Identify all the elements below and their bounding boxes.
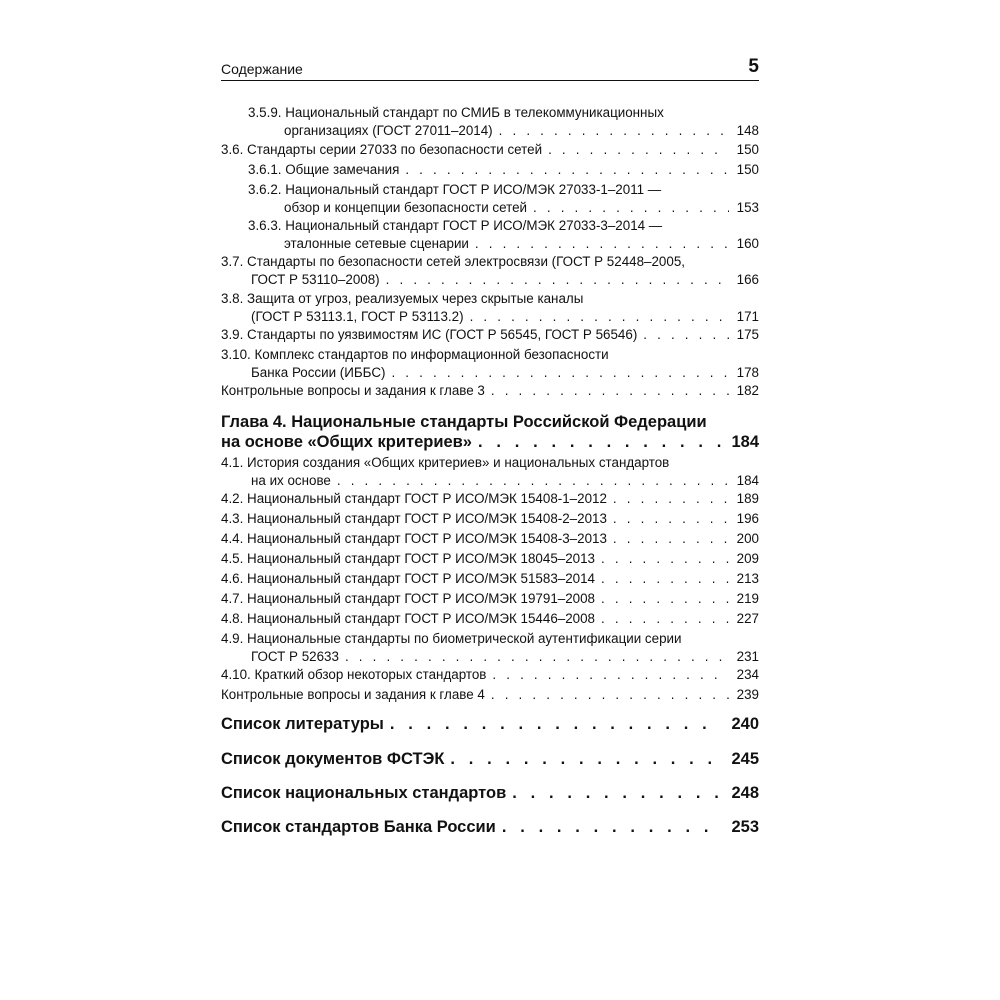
toc-bibliography[interactable] [221, 714, 759, 734]
toc-page-ref: 148 [736, 123, 759, 138]
toc-entry-title: Контрольные вопросы и задания к главе 3 [221, 383, 485, 398]
toc-entry-4-6[interactable] [221, 570, 759, 588]
toc-page-ref: 189 [736, 491, 759, 506]
toc-entry-3-5-9[interactable] [221, 104, 759, 140]
toc-entry-3-6-2[interactable] [221, 181, 759, 217]
toc-page-ref: 153 [736, 200, 759, 215]
toc-page-ref: 184 [731, 433, 759, 451]
toc-entry-4-3[interactable] [221, 510, 759, 528]
toc-page-ref: 171 [736, 309, 759, 324]
toc-entry-title: 3.9. Стандарты по уязвимостям ИС (ГОСТ Р 56545, ГОСТ Р 56546) [221, 327, 638, 342]
toc-entry-title-cont: эталонные сетевые сценарии [284, 236, 469, 251]
leader-dots [601, 570, 729, 588]
toc-entry-title-cont: обзор и концепции безопасности сетей [284, 200, 528, 215]
toc-entry-title: 3.8. Защита от угроз, реализуемых через скрытые каналы [221, 291, 584, 306]
toc-entry-title: 4.9. Национальные стандарты по биометрической аутентификации серии [221, 631, 682, 646]
toc-page-ref: 227 [736, 611, 759, 626]
toc-entry-title: Контрольные вопросы и задания к главе 4 [221, 687, 485, 702]
toc-entry-title-cont: ГОСТ Р 52633 [251, 649, 339, 664]
toc-entry-title-cont: на их основе [251, 473, 331, 488]
toc-chapter-title-cont: на основе «Общих критериев» [221, 433, 472, 451]
toc-page-ref: 234 [736, 667, 759, 682]
toc-entry-4-5[interactable] [221, 550, 759, 568]
toc-page-ref: 160 [736, 236, 759, 251]
toc-entry-title: 4.3. Национальный стандарт ГОСТ Р ИСО/МЭК 15408-2–2013 [221, 511, 607, 526]
leader-dots [386, 271, 729, 289]
toc-page-ref: 196 [736, 511, 759, 526]
leader-dots [491, 686, 729, 704]
leader-dots [337, 472, 729, 490]
leader-dots [345, 648, 729, 666]
toc-entry-title: 4.8. Национальный стандарт ГОСТ Р ИСО/МЭК 15446–2008 [221, 611, 596, 626]
leader-dots [601, 590, 729, 608]
leader-dots [450, 749, 721, 769]
page-title: Содержание [221, 61, 303, 77]
toc-entry-3-6-1[interactable] [221, 161, 759, 179]
toc-entry-title: 3.7. Стандарты по безопасности сетей электросвязи (ГОСТ Р 52448–2005, [221, 254, 685, 269]
toc-page-ref: 150 [736, 142, 759, 157]
toc-entry-title: 4.2. Национальный стандарт ГОСТ Р ИСО/МЭК 15408-1–2012 [221, 491, 607, 506]
toc-chapter-4[interactable] [221, 412, 759, 452]
toc-entry-title-cont: ГОСТ Р 53110–2008) [251, 272, 380, 287]
leader-dots [390, 714, 721, 734]
leader-dots [470, 308, 729, 326]
leader-dots [512, 783, 721, 803]
page-number: 5 [748, 56, 759, 77]
toc-page-ref: 200 [736, 531, 759, 546]
toc-page-ref: 166 [736, 272, 759, 287]
toc-page-ref: 182 [736, 383, 759, 398]
leader-dots [391, 364, 729, 382]
leader-dots [478, 432, 721, 452]
toc-entry-title: 3.6. Стандарты серии 27033 по безопасности сетей [221, 142, 543, 157]
toc-entry-4-1[interactable] [221, 454, 759, 490]
toc-page-ref: 239 [736, 687, 759, 702]
toc-page-ref: 253 [731, 818, 759, 836]
leader-dots [601, 550, 729, 568]
toc-page-ref: 219 [736, 591, 759, 606]
toc-entry-4-7[interactable] [221, 590, 759, 608]
toc-page-ref: 240 [731, 715, 759, 733]
toc-chapter-title: Глава 4. Национальные стандарты Российской Федерации [221, 413, 707, 431]
leader-dots [601, 610, 729, 628]
toc-entry-title: 3.6.3. Национальный стандарт ГОСТ Р ИСО/МЭК 27033-3–2014 — [248, 218, 663, 233]
leader-dots [499, 122, 729, 140]
leader-dots [502, 817, 721, 837]
toc-entry-3-6-3[interactable] [221, 217, 759, 253]
toc-entry-title: 4.10. Краткий обзор некоторых стандартов [221, 667, 487, 682]
toc-page-ref: 184 [736, 473, 759, 488]
leader-dots [475, 235, 729, 253]
toc-entry-title: 4.4. Национальный стандарт ГОСТ Р ИСО/МЭК 15408-3–2013 [221, 531, 607, 546]
toc-chapter-title: Список литературы [221, 715, 384, 733]
leader-dots [491, 382, 729, 400]
toc-entry-4-8[interactable] [221, 610, 759, 628]
toc-entry-title: 4.7. Национальный стандарт ГОСТ Р ИСО/МЭК 19791–2008 [221, 591, 596, 606]
toc-chapter-title: Список национальных стандартов [221, 784, 507, 802]
toc-chapter-title: Список документов ФСТЭК [221, 750, 445, 768]
leader-dots [613, 510, 729, 528]
toc-page-ref: 231 [736, 649, 759, 664]
toc-entry-title-cont: Банка России (ИББС) [251, 365, 386, 380]
toc-entry-title: 4.5. Национальный стандарт ГОСТ Р ИСО/МЭК 18045–2013 [221, 551, 596, 566]
toc-page-ref: 248 [731, 784, 759, 802]
toc-entry-4-10[interactable] [221, 666, 759, 684]
leader-dots [548, 141, 729, 159]
leader-dots [613, 530, 729, 548]
leader-dots [533, 199, 729, 217]
toc-entry-title: 3.6.2. Национальный стандарт ГОСТ Р ИСО/МЭК 27033-1–2011 — [248, 182, 662, 197]
toc-entry-3-9[interactable] [221, 326, 759, 344]
toc-entry-4-2[interactable] [221, 490, 759, 508]
toc-entry-3-7[interactable] [221, 253, 759, 289]
toc-entry-title: 3.10. Комплекс стандартов по информационной безопасности [221, 347, 609, 362]
page-header [221, 58, 759, 81]
toc-page-ref: 178 [736, 365, 759, 380]
toc-entry-4-4[interactable] [221, 530, 759, 548]
toc-page-ref: 213 [736, 571, 759, 586]
leader-dots [613, 490, 729, 508]
toc-entry-3-10[interactable] [221, 346, 759, 382]
toc-bank-of-russia-standards[interactable] [221, 817, 759, 837]
leader-dots [405, 161, 729, 179]
toc-entry-title: 3.6.1. Общие замечания [248, 162, 400, 177]
leader-dots [492, 666, 729, 684]
toc-page-ref: 175 [736, 327, 759, 342]
toc-entry-title: 4.6. Национальный стандарт ГОСТ Р ИСО/МЭК 51583–2014 [221, 571, 596, 586]
toc-entry-title: 4.1. История создания «Общих критериев» и национальных стандартов [221, 455, 670, 470]
leader-dots [643, 326, 729, 344]
toc-entry-title-cont: (ГОСТ Р 53113.1, ГОСТ Р 53113.2) [251, 309, 464, 324]
toc-entry-review-4[interactable] [221, 686, 759, 704]
toc-page-ref: 209 [736, 551, 759, 566]
toc-entry-3-6[interactable] [221, 141, 759, 159]
toc-entry-3-8[interactable] [221, 290, 759, 326]
toc-page-ref: 245 [731, 750, 759, 768]
toc-entry-4-9[interactable] [221, 630, 759, 666]
toc-page-ref: 150 [736, 162, 759, 177]
toc-entry-review-3[interactable] [221, 382, 759, 400]
toc-chapter-title: Список стандартов Банка России [221, 818, 496, 836]
toc-fstek-documents[interactable] [221, 749, 759, 769]
toc-entry-title: 3.5.9. Национальный стандарт по СМИБ в телекоммуникационных [248, 105, 664, 120]
toc-entry-title-cont: организациях (ГОСТ 27011–2014) [284, 123, 493, 138]
toc-national-standards[interactable] [221, 783, 759, 803]
